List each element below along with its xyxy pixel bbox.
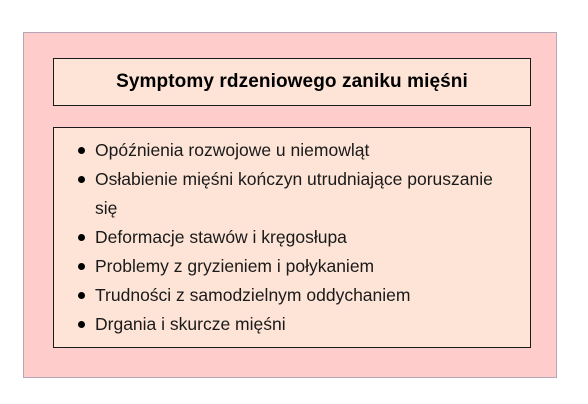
infobox-title: Symptomy rdzeniowego zaniku mięśni bbox=[116, 71, 468, 92]
title-box bbox=[53, 58, 531, 106]
list-item-text: Osłabienie mięśni kończyn utrudniające poruszanie się bbox=[95, 169, 493, 218]
list-item bbox=[54, 165, 530, 223]
bullet-icon bbox=[78, 292, 85, 299]
bullet-icon bbox=[78, 234, 85, 241]
bullet-icon bbox=[78, 147, 85, 154]
list-item-text: Drgania i skurcze mięśni bbox=[95, 314, 286, 334]
list-item bbox=[54, 310, 530, 339]
bullet-icon bbox=[78, 263, 85, 270]
list-item bbox=[54, 252, 530, 281]
list-item-text: Opóźnienia rozwojowe u niemowląt bbox=[95, 140, 370, 160]
list-item-text: Deformacje stawów i kręgosłupa bbox=[95, 227, 347, 247]
symptom-list-box bbox=[53, 127, 531, 348]
list-item-text: Trudności z samodzielnym oddychaniem bbox=[95, 285, 411, 305]
list-item bbox=[54, 136, 530, 165]
list-item bbox=[54, 223, 530, 252]
list-item bbox=[54, 281, 530, 310]
symptom-list bbox=[54, 136, 530, 339]
list-item-text: Problemy z gryzieniem i połykaniem bbox=[95, 256, 375, 276]
bullet-icon bbox=[78, 176, 85, 183]
bullet-icon bbox=[78, 321, 85, 328]
